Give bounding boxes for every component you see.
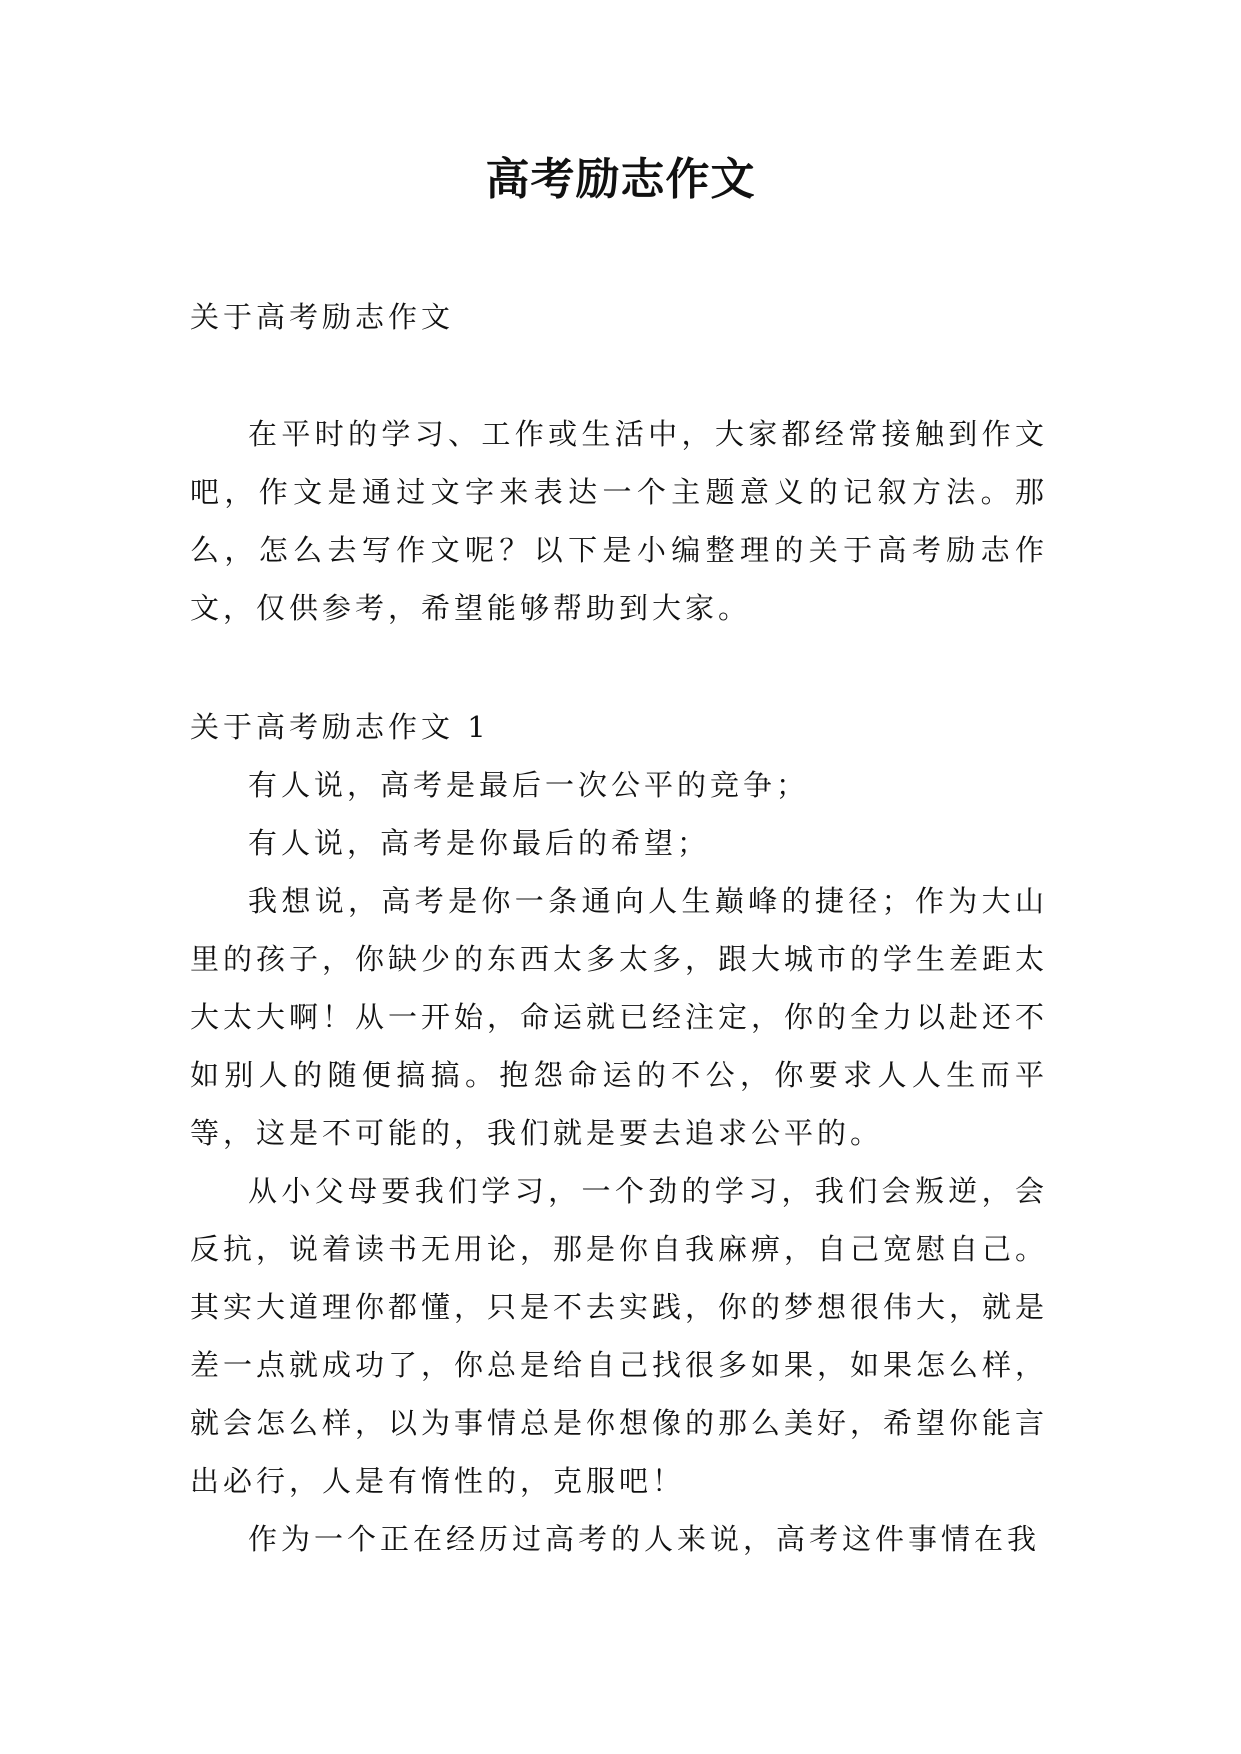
essay-body	[190, 756, 1048, 1568]
body-paragraph-5: 作为一个正在经历过高考的人来说，高考这件事情在我	[248, 1522, 1041, 1556]
body-paragraph-1: 有人说，高考是最后一次公平的竞争；	[248, 768, 810, 802]
intro-section	[190, 405, 1048, 637]
section-heading: 关于高考励志作文 1	[190, 710, 490, 744]
document-title: 高考励志作文	[485, 154, 756, 205]
document-subtitle: 关于高考励志作文	[190, 300, 455, 334]
body-paragraph-3: 我想说，高考是你一条通向人生巅峰的捷径；作为大山里的孩子，你缺少的东西太多太多，跟大城市的学生差距太大太大啊！从一开始，命运就已经注定，你的全力以赴还不如别人的随便搞搞。抱怨命运的不公，你要求人人生而平等，这是不可能的，我们就是要去追求公平的。	[190, 884, 1049, 1150]
body-paragraph-4: 从小父母要我们学习，一个劲的学习，我们会叛逆，会反抗，说着读书无用论，那是你自我麻痹，自己宽慰自己。其实大道理你都懂，只是不去实践，你的梦想很伟大，就是差一点就成功了，你总是给自己找很多如果，如果怎么样，就会怎么样，以为事情总是你想像的那么美好，希望你能言出必行，人是有惰性的，克服吧！	[190, 1174, 1049, 1498]
intro-paragraph: 在平时的学习、工作或生活中，大家都经常接触到作文吧，作文是通过文字来表达一个主题意义的记叙方法。那么，怎么去写作文呢？以下是小编整理的关于高考励志作文，仅供参考，希望能够帮助到大家。	[190, 417, 1048, 625]
body-paragraph-2: 有人说，高考是你最后的希望；	[248, 826, 711, 860]
